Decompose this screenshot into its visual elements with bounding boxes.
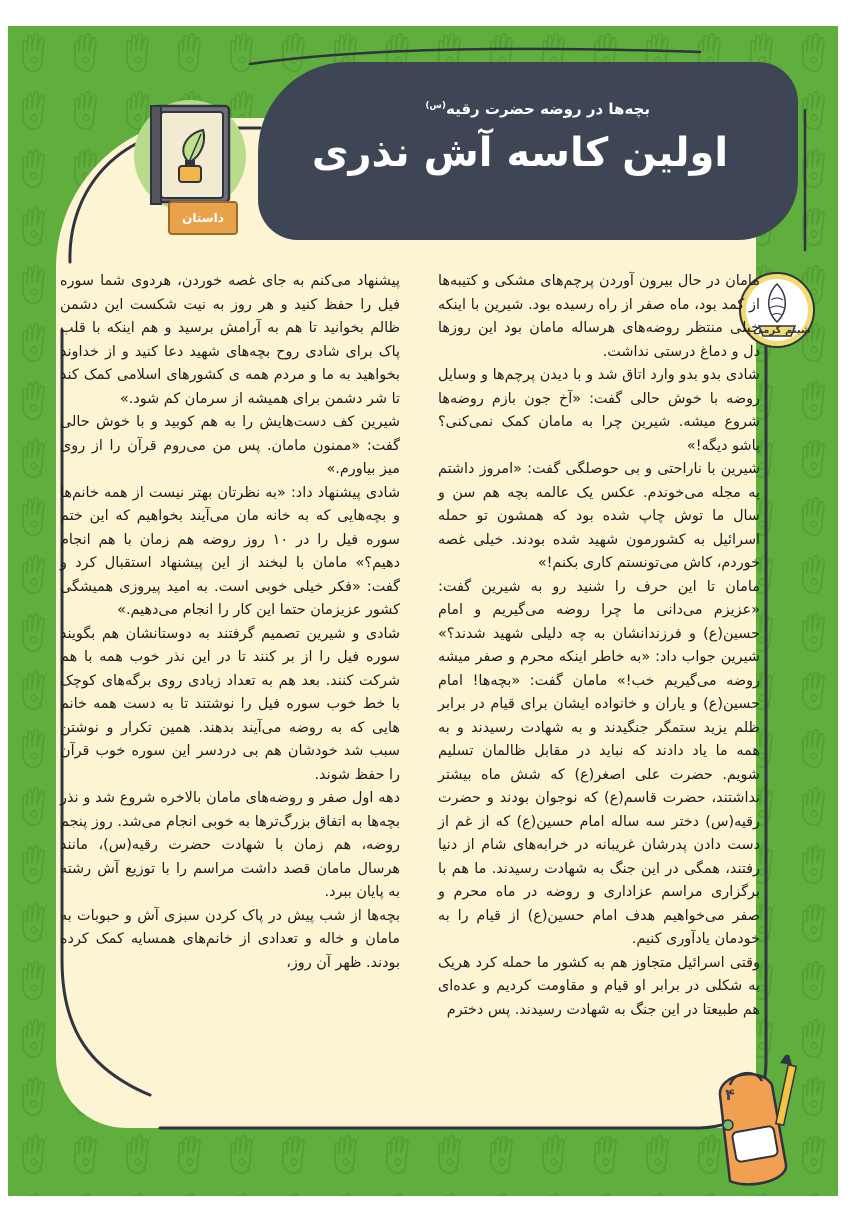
- paragraph: شیرین کف دست‌هایش را به هم کوبید و با خوش حالی گفت: «ممنون مامان. پس من می‌روم قرآن را از روی میز بیاورم.»: [60, 414, 400, 477]
- author-name: شبنم کرمی: [753, 325, 811, 336]
- page-title: اولین کاسه آش نذری: [311, 130, 729, 176]
- subtitle-sup: (س): [425, 101, 446, 111]
- pencil-icon: [776, 1055, 796, 1125]
- paragraph: مامان در حال بیرون آوردن پرچم‌های مشکی و کتیبه‌ها از کمد بود، ماه صفر از راه رسیده بود. شیرین با اینکه خیلی منتظر روضه‌های هرساله مامان بود این روزها دل و دماغ درستی نداشت.: [438, 273, 760, 360]
- paragraph: مامان تا این حرف را شنید رو به شیرین گفت: «عزیزم می‌دانی ما چرا روضه می‌گیریم و امام حسین(ع) و فرزندانشان به چه دلیلی شهید شدند؟» شیرین جواب داد: «به خاطر اینکه محرم و صفر میشه روضه می‌گیریم خب!» مامان گفت: «بچه‌ها! امام حسین(ع) و یاران و خانواده ایشان برای قیام در برابر ظلم یزید ستمگر جنگیدند و به شهادت رسیدند و به همه ما یاد دادند که نباید در مقابل ظالمان تسلیم شویم. حضرت علی اصغر(ع) که شش ماه بیشتر نداشتند، حضرت قاسم(ع) که نوجوان بودند و حضرت رقیه(س) دختر سه ساله امام حسین(ع) که از غم از دست دادن پدرشان غریبانه در خرابه‌های شام از دنیا رفتند، همگی در این جنگ به شهادت رسیدند. ما هم با برگزاری مراسم عزاداری و روضه در ماه محرم و صفر می‌خواهیم هدف امام حسین(ع) از قیام را به خودمان یادآوری کنیم.: [438, 578, 760, 947]
- paragraph: پیشنهاد می‌کنم به جای غصه خوردن، هردوی شما سوره فیل را حفظ کنید و هر روز به نیت شکست این دشمن ظالم بخوانید تا هم به آرامش برسید و هم اینکه با قلب پاک برای شادی روح بچه‌های شهید دعا کنید و از خداوند بخواهید به ما و مردم همه ی کشورهای اسلامی کمک کند تا شر دشمن برای همیشه از سرمان کم شود.»: [60, 273, 400, 407]
- paragraph: شادی بدو بدو وارد اتاق شد و با دیدن پرچم‌ها و وسایل روضه با خوش حالی گفت: «آخ جون بازم روضه‌ها شروع میشه. شیرین چرا به مامان کمک نمی‌کنی؟ پاشو دیگه!»: [438, 367, 760, 454]
- paragraph: وقتی اسرائیل متجاوز هم به کشور ما حمله کرد هریک به شکلی در برابر او قیام و مقاومت کردیم و عده‌ای هم طبیعتا در این جنگ به شهادت رسیدند. پس دخترم: [438, 954, 760, 1018]
- paragraph: بچه‌ها از شب پیش در پاک کردن سبزی آش و حبوبات به مامان و خاله و تعدادی از خانم‌های همسایه کمک کرده بودند. ظهر آن روز،: [60, 907, 400, 971]
- left-column: [60, 270, 400, 975]
- page-subtitle: [290, 100, 650, 118]
- subtitle-text: بچه‌ها در روضه حضرت رقیه: [445, 100, 650, 118]
- page-number: ۴: [725, 1085, 735, 1104]
- backpack-icon: [690, 1055, 810, 1205]
- paragraph: دهه اول صفر و روضه‌های مامان بالاخره شروع شد و نذر بچه‌ها به اتفاق بزرگ‌ترها به خوبی انجام می‌شد. روز پنجم روضه، هم زمان با شهادت حضرت رقیه(س)، مانند هرسال مامان قصد داشت مراسم را با توزیع آش رشته به پایان ببرد.: [60, 790, 400, 900]
- paragraph: شادی و شیرین تصمیم گرفتند به دوستانشان هم بگویند سوره فیل را از بر کنند تا در این نذر خوب همه با هم شرکت کنند. بعد هم به تعداد زیادی روی برگه‌های کوچک با خط خوب سوره فیل را نوشتند تا به دست همه خانم هایی که به روضه می‌آیند بدهند. همین تکرار و نوشتن سبب شد خودشان هم بی دردسر این سوره خوب قرآن را حفظ شوند.: [60, 625, 400, 783]
- right-column: [438, 270, 760, 1022]
- paragraph: شیرین با ناراحتی و بی حوصلگی گفت: «امروز داشتم یه مجله می‌خوندم. عکس یک عالمه بچه هم سن و سال ما توش چاپ شده بود که همشون تو حمله اسرائیل به کشورمون شهید شده بودند. خیلی غصه خوردم، کاش می‌تونستم کاری بکنم!»: [438, 461, 760, 571]
- paragraph: شادی پیشنهاد داد: «به نظرتان بهتر نیست از همه خانم‌ها و بچه‌هایی که به خانه مان می‌آیند بخواهیم که این ختم سوره فیل را در ۱۰ روز روضه هم زمان با هم انجام دهیم؟» مامان با لبخند از این پیشنهاد استقبال کرد و گفت: «فکر خیلی خوبی است. به امید پیروزی همیشگی کشور عزیزمان حتما این کار را انجام می‌دهیم.»: [60, 484, 400, 618]
- category-badge: داستان: [168, 201, 238, 235]
